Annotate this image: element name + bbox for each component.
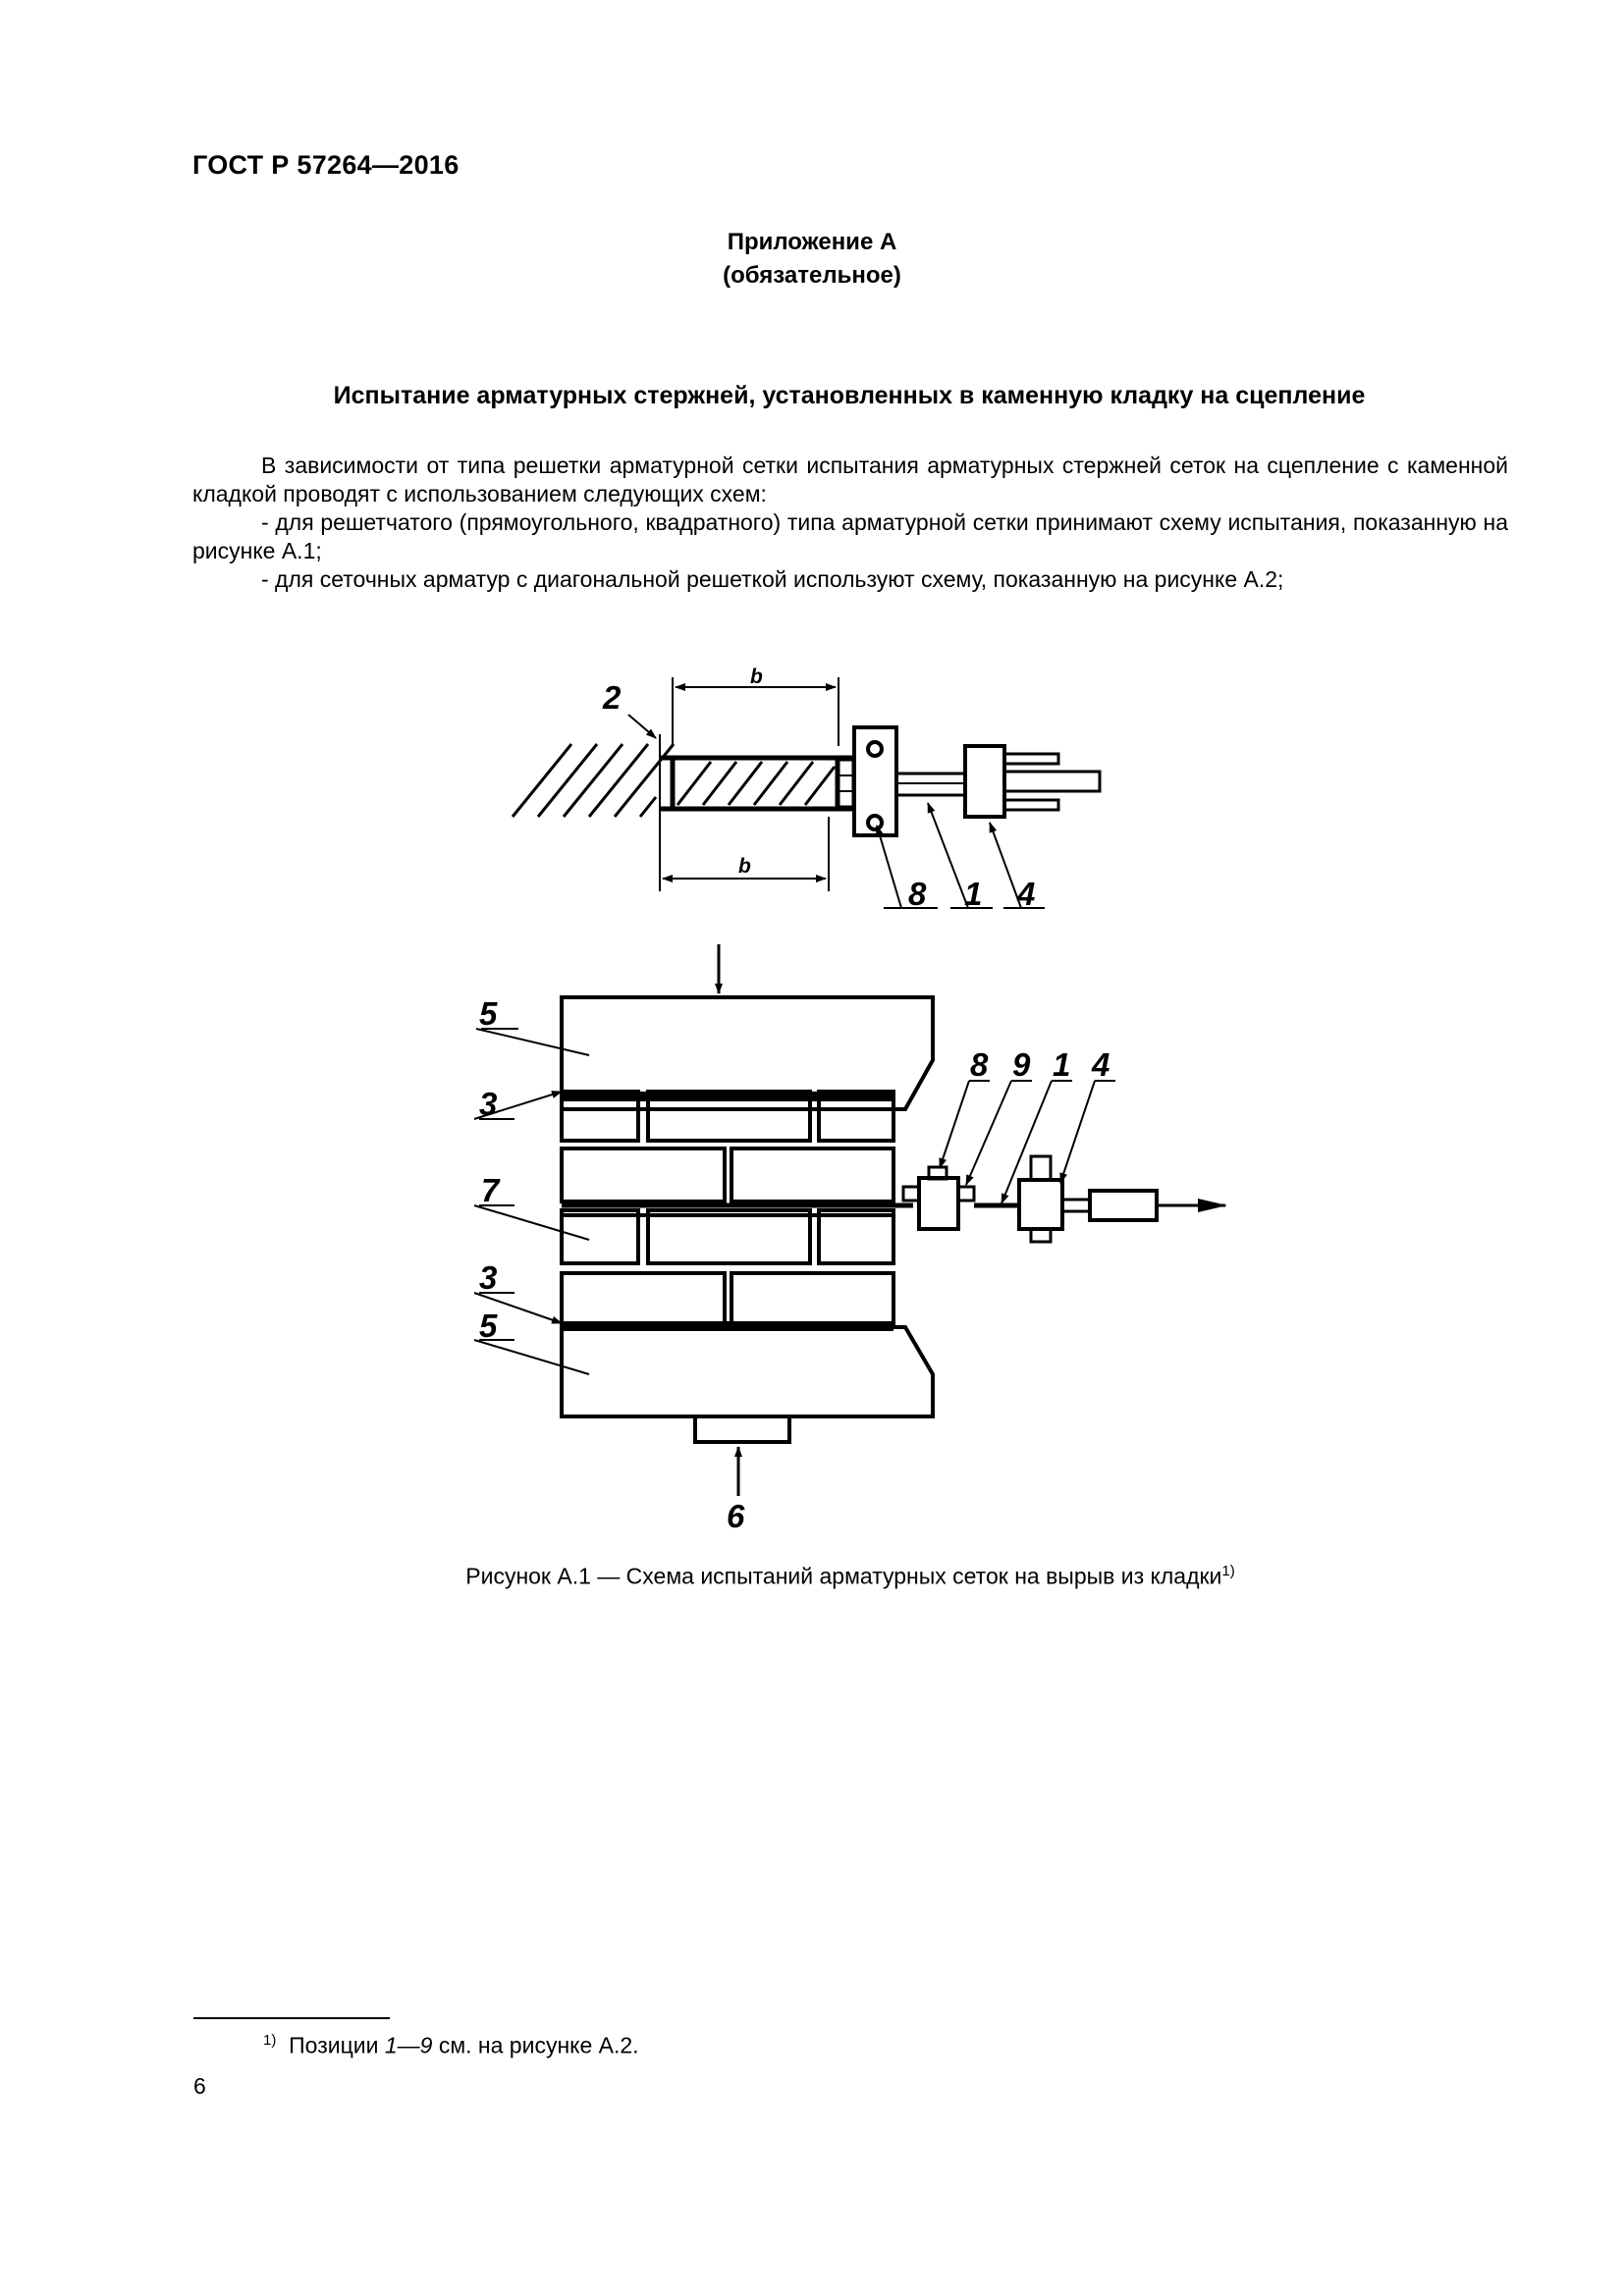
specimen-block: [673, 758, 838, 809]
label-3-top: 3: [479, 1086, 498, 1122]
figure-caption-note-mark: 1): [1221, 1563, 1235, 1579]
label-1-top: 1: [964, 876, 983, 912]
label-5-top-plate: 5: [479, 995, 498, 1032]
footnote-range: 1—9: [384, 2032, 433, 2058]
bottom-plate-5: [562, 1327, 933, 1416]
paragraph-intro: В зависимости от типа решетки арматурной сетки испытания арматурных стержней сеток на сцепление с каменной кладкой проводят с использованием следующих схем:: [192, 453, 1508, 507]
clamp-8-side: [919, 1178, 958, 1229]
top-plate-5: [562, 997, 933, 1109]
dimension-b-bottom: b: [738, 855, 751, 878]
footnote-prefix: Позиции: [289, 2032, 385, 2058]
label-3-bottom: 3: [479, 1259, 498, 1296]
clamp-8-top: [854, 727, 896, 835]
label-7: 7: [481, 1172, 500, 1208]
paragraph-rect-mesh: - для решетчатого (прямоугольного, квадратного) типа арматурной сетки принимают схему испытания, показанную на рисунке А.1;: [192, 509, 1508, 563]
appendix-status: (обязательное): [723, 262, 901, 289]
appendix-heading: [0, 226, 1624, 293]
label-2: 2: [603, 679, 622, 716]
appendix-title: Приложение А: [727, 229, 897, 255]
section-title: Испытание арматурных стержней, установленных в каменную кладку на сцепление: [333, 382, 1366, 409]
footnote-mark: 1): [263, 2032, 277, 2049]
page-number: 6: [193, 2073, 206, 2099]
grip-4-side: [1019, 1180, 1062, 1229]
label-1-side: 1: [1053, 1046, 1071, 1083]
footnote-suffix: см. на рисунке А.2.: [432, 2032, 639, 2058]
paragraph-diagonal-mesh: - для сеточных арматур с диагональной решеткой используют схему, показанную на рисунке А.2;: [261, 566, 1284, 592]
grip-4-top: [965, 746, 1004, 817]
footnote-divider: [193, 2017, 390, 2019]
label-8-top: 8: [908, 876, 927, 912]
document-code: ГОСТ Р 57264—2016: [192, 150, 460, 180]
wall-hatching: [513, 744, 674, 817]
label-5-bottom-plate: 5: [479, 1308, 498, 1344]
figure-caption: [0, 1563, 1624, 1590]
dimension-b-top: b: [750, 666, 763, 688]
label-9-side: 9: [1012, 1046, 1031, 1083]
specimen-hatching: [677, 762, 835, 805]
figure-caption-text: Рисунок А.1 — Схема испытаний арматурных сеток на вырыв из кладки: [465, 1563, 1222, 1589]
top-view: [513, 677, 1100, 908]
label-4-top: 4: [1017, 876, 1036, 912]
footnote: [263, 2032, 639, 2059]
side-view: [474, 944, 1225, 1496]
label-8-side: 8: [970, 1046, 989, 1083]
label-6: 6: [727, 1498, 745, 1534]
body-text: [192, 452, 1508, 594]
label-4-side: 4: [1092, 1046, 1110, 1083]
